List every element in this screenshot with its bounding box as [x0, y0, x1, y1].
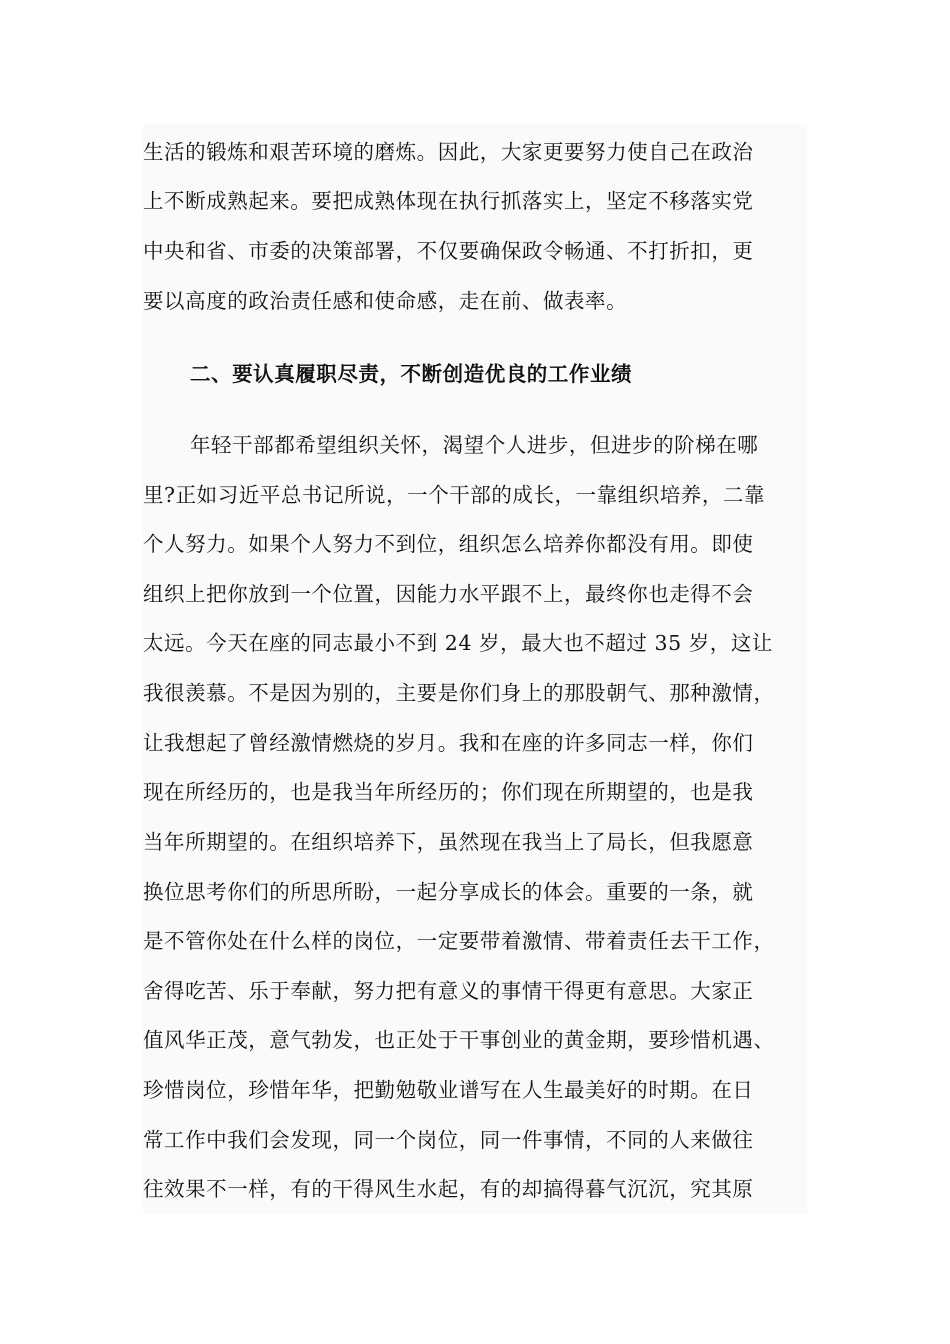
paragraph-2-line-6: 我很羡慕。不是因为别的，主要是你们身上的那股朝气、那种激情， — [143, 681, 775, 705]
paragraph-2-line-8: 现在所经历的，也是我当年所经历的；你们现在所期望的，也是我 — [143, 780, 754, 804]
paragraph-2-line-1: 年轻干部都希望组织关怀，渴望个人进步，但进步的阶梯在哪 — [190, 433, 759, 457]
paragraph-2-line-3: 个人努力。如果个人努力不到位，组织怎么培养你都没有用。即使 — [143, 532, 754, 556]
paragraph-1-line-3: 中央和省、市委的决策部署，不仅要确保政令畅通、不打折扣，更 — [143, 239, 754, 263]
paragraph-2-line-2: 里?正如习近平总书记所说，一个干部的成长，一靠组织培养，二靠 — [143, 483, 765, 507]
section-heading: 二、要认真履职尽责，不断创造优良的工作业绩 — [190, 362, 633, 386]
paragraph-1-line-4: 要以高度的政治责任感和使命感，走在前、做表率。 — [143, 289, 628, 313]
paragraph-2-line-11: 是不管你处在什么样的岗位，一定要带着激情、带着责任去干工作， — [143, 929, 775, 953]
paragraph-2-line-4: 组织上把你放到一个位置，因能力水平跟不上，最终你也走得不会 — [143, 582, 754, 606]
paragraph-1-line-1: 生活的锻炼和艰苦环境的磨炼。因此，大家更要努力使自己在政治 — [143, 140, 754, 164]
paragraph-2-line-13: 值风华正茂，意气勃发，也正处于干事创业的黄金期，要珍惜机遇、 — [143, 1028, 775, 1052]
paragraph-2-line-14: 珍惜岗位，珍惜年华，把勤勉敬业谱写在人生最美好的时期。在日 — [143, 1078, 754, 1102]
paragraph-1-line-2: 上不断成熟起来。要把成熟体现在执行抓落实上，坚定不移落实党 — [143, 189, 754, 213]
paragraph-2-line-16: 往效果不一样，有的干得风生水起，有的却搞得暮气沉沉，究其原 — [143, 1177, 754, 1201]
paragraph-2-line-10: 换位思考你们的所思所盼，一起分享成长的体会。重要的一条，就 — [143, 880, 754, 904]
paragraph-2-line-12: 舍得吃苦、乐于奉献，努力把有意义的事情干得更有意思。大家正 — [143, 979, 754, 1003]
paragraph-2-line-15: 常工作中我们会发现，同一个岗位，同一件事情，不同的人来做往 — [143, 1128, 754, 1152]
paragraph-2-line-7: 让我想起了曾经激情燃烧的岁月。我和在座的许多同志一样，你们 — [143, 731, 754, 755]
paragraph-2-line-9: 当年所期望的。在组织培养下，虽然现在我当上了局长，但我愿意 — [143, 830, 754, 854]
paragraph-2-line-5: 太远。今天在座的同志最小不到 24 岁，最大也不超过 35 岁，这让 — [143, 631, 773, 655]
